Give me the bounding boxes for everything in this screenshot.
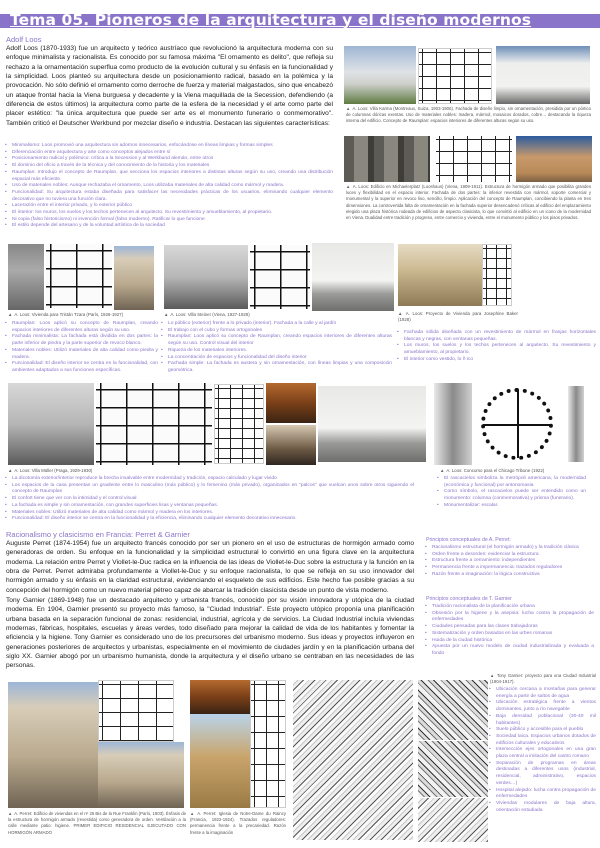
tzara-facade-photo: [8, 244, 44, 310]
list-item: • Posicionamiento radical y polémico: crítica a la Secession y al Werkbund alemán, entre otros: [4, 156, 333, 163]
list-item: • Fachada minimalista: La fachada está dividida en dos partes: la parte inferior de piedra y la parte superior de revoco blanco.: [4, 334, 158, 347]
list-item: • Permanencia frente a impermanencia: trazados reguladores: [424, 565, 594, 572]
list-item: • Riqueza de los materiales interiores.: [160, 348, 392, 355]
garnier-text: Tony Garnier (1869-1948) fue un destacado arquitecto y urbanista francés, conocido por su visión innovadora y utópica de la ciudad moderna. En 1904, Garnier presentó su proyecto más famoso, la "Ciudad Industrial". Este proyecto utópico proponía una planificación urbana basada en la separación funcional de zonas: residencial, industrial, agrícola y de servicios. La Ciudad Industrial incluía viviendas modernas, fábricas, hospitales, escuelas y áreas verdes, todo diseñado para mejorar la calidad de vida de los habitantes y fomentar la eficiencia y la higiene. Tony Garnier es considerado uno de los precursores del urbanismo moderno. Sus ideas y proyectos influyeron en generaciones posteriores de arquitectos y urbanistas, especialmente en el movimiento de ciudades jardín y en la planificación urbana del siglo XX. Garnier abogó por un urbanismo humanista, donde la arquitectura y el diseño urbano se centraban en las necesidades de las personas.: [6, 597, 414, 670]
list-item: • Lo público (exterior) frente a lo privado (interior). Fachada a la calle y al jardín: [160, 321, 392, 328]
villa-karma-floor-plans: [418, 48, 492, 104]
list-item: • Suelo público y accesible para el pueblo: [488, 727, 596, 734]
list-item: • Fachada sólida diseñada con un revestimiento de mármol en franjas horizontales blancas y negras, con ventanas pequeñas.: [396, 330, 596, 343]
muller-floor-plans: [214, 384, 264, 464]
list-item: • Racionalismo estructural (el hormigón armado) y la tradición clásica: [424, 545, 594, 552]
steiner-garden-photo: [164, 245, 248, 309]
list-item: • Diferenciación entre arquitectura y arte como conceptos alejados entre sí: [4, 150, 333, 157]
list-item: • El rascacielos simboliza la metrópoli americana, la modernidad (económica y funcional) por antonomasia: [436, 476, 586, 489]
list-item: • Razón frente a imaginación: la lógica constructiva: [424, 572, 594, 579]
caption-raincy: ▲ A. Perret: Iglesia de Notre-Dame du Raincy (Francia, 1922-1924). Trazados reguladores: permanencia frente a la precariedad. Razón frente a la imaginación: [190, 811, 286, 835]
list-item: • Uso de materiales nobles: Aunque rechazaba el ornamento, Loos utilizaba materiales de alta calidad como mármol y madera.: [4, 183, 333, 190]
list-item: • Materiales nobles: Utilizó materiales de alta calidad como mármol y madera en los interiores.: [4, 510, 414, 517]
perret-text: Auguste Perret (1874-1954) fue un arquitecto francés conocido por ser un pionero en el uso de estructuras de hormigón armado como generadoras de orden. Su enfoque en la funcionalidad y la simplicidad estructural lo convirtió en una figura clave en la arquitectura moderna. La relación entre Perret y Viollet-le-Duc radica en la influencia de las ideas de Viollet-le-Duc sobre la estructura y la función en la obra de Perret. Perret admiraba profundamente a Viollet-le-Duc y su enfoque racionalista, lo que se refleja en su uso innovador del hormigón armado y su énfasis en la claridad estructural, evidenciando el esqueleto de sus edificios. Este hecho fue posible gracias a su concepción del hormigón como un nuevo material pétreo capaz de abarcar la tradición clasicista desde un punto de vista moderno.: [6, 540, 414, 594]
muller-exterior-photo: [8, 383, 94, 465]
list-item: • Los espacios de la casa presentan un gradiente entre lo masculino (más público) y lo femenino (más privado), organizados en "palcos" que vuelcan unos sobre otros siguiendo el concepto de Raumplan: [4, 483, 414, 496]
steiner-section-drawing: [250, 245, 310, 309]
list-item: • Monumentalizar: escalar.: [436, 503, 586, 510]
industrial-city-aerial-2: [418, 741, 488, 797]
list-item: • La dicotomía exterior/interior reproduce la brecha insalvable entre modernidad y tradición, espacio calculado y lugar vivido: [4, 476, 414, 483]
villa-karma-photo: [344, 46, 416, 104]
caption-looshaus: ▲ A. Loos: Edificio en Michaelerplatz (Looshaus) (Viena, 1909-1911). Estructura de hormigón armado que posibilita grandes luces y flexibilidad en el espacio interior. Fachada de dos partes: la inferior revestida con mármol, soporte comercial y monumental y la superior en revoco liso, sencillo, limpio. Aplicación del concepto de Raumplan, concibiendo la planta en tres dimensiones. La controvertida falta de ornamentación en la fachada superior desencadenó críticas al edificio del emplazamiento elegido una plaza histórica rodeada de edificios de aspecto clasicista, lo que convirtió al edificio en un icono de la modernidad en Viena. Dualidad entre tradición y progreso, entre comercio y vivienda, entre el monumento público y los pisos privados.: [346, 184, 591, 221]
list-item: • Ubicación estratégica frente a vientos dominantes, junto a río navegable: [488, 700, 596, 713]
tribune-list: [436, 476, 586, 510]
steiner-street-photo: [312, 243, 394, 311]
caption-muller: ▲ A. Loos: Villa Müller (Praga, 1929-1930): [8, 468, 93, 473]
perret-principles-list: [424, 545, 594, 579]
loos-characteristics-list: [4, 143, 333, 230]
list-item: • Ubicación cercana a montañas para generar energía a partir de saltos de agua: [488, 687, 596, 700]
caption-baker: ▲ A. Loos: Proyecto de Vivienda para Josephine Baker (1928): [398, 311, 518, 323]
raincy-elevation-drawing: [250, 680, 286, 808]
caption-franklin: ▲ A. Perret: Edificio de viviendas en el nº 25 Bis de la Rue Franklin (París, 1903). Énfasis de la estructura de hormigón armado (revestida) como generadora de orden. Ventilación a la calle mediante patio: higiene. PRIMER EDIFICIO RESIDENCIAL EJECUTADO CON HORMIGÓN ARMADO: [8, 811, 186, 835]
steiner-list: [160, 321, 392, 375]
list-item: • Minimalismo: Loos promovió una arquitectura sin adornos innecesarios, enfocándose en líneas limpias y formas simples: [4, 143, 333, 150]
looshaus-facade-photo: [344, 136, 430, 182]
franklin-building-photo: [8, 682, 98, 808]
looshaus-plan: [436, 136, 512, 182]
list-item: • Separación de programas en áreas destinadas a diferentes usos (industrial, residencial, administrativo, espacios verdes…): [488, 761, 596, 788]
caption-marker-icon: ▲: [164, 312, 169, 317]
section-heading-loos: Adolf Loos: [6, 35, 42, 44]
list-item: • La fachada es simple y sin ornamentación, con grandes superficies lisas y ventanas pequeñas.: [4, 503, 414, 510]
garnier-city-list: [488, 687, 596, 814]
caption-garnier: ▲ Tony Garnier: proyecto para una Ciudad Industrial (1904-1917).: [490, 673, 596, 685]
garnier-principles-list: [424, 604, 594, 658]
list-item: • Ni copia (falso historicismo) ni invención formal (falso moderno). Ratificar lo que funcione: [4, 217, 333, 224]
tribune-round-plan: [474, 383, 560, 465]
list-item: • Materiales nobles: Utilizó materiales de alta calidad como piedra y madera.: [4, 348, 158, 361]
caption-steiner: ▲ A. Loos: Villa Steiner (Viena, 1927-1928): [164, 312, 250, 317]
list-item: • Apuesta por un nuevo modelo de ciudad industrializada y evaluada a fondo: [424, 644, 594, 657]
caption-marker-icon: ▲: [8, 811, 13, 816]
perret-principles-heading: Principios conceptuales de A. Perret:: [426, 537, 511, 543]
list-item: • Funcionalidad: Su arquitectura estaba diseñada para satisfacer las necesidades prácticas de los usuarios, eliminando cualquier elemento decorativo que no tuviera una función clara.: [4, 190, 333, 203]
list-item: • Tradición racionalista de la planificación urbana: [424, 604, 594, 611]
list-item: • El interior: los muros, los suelos y los techos pertenecen al arquitecto. Su revestimiento y amueblamiento, al propietario.: [4, 210, 333, 217]
list-item: • Ciudades pensadas para las clases trabajadoras: [424, 624, 594, 631]
caption-marker-icon: ▲: [490, 673, 495, 678]
franklin-facade-detail-photo: [98, 742, 184, 808]
page-title: Tema 05. Pioneros de la arquitectura y el diseño modernos: [10, 11, 532, 29]
list-item: • El dominio del oficio a través de la técnica y del conocimiento de la historia y los materiales: [4, 163, 333, 170]
list-item: • Sociedad laica. Espacios urbanos dotados de edificios culturales y educativos: [488, 734, 596, 747]
caption-tribune: ▲ A. Loos: Concurso para el Chicago Tribune (1922): [440, 468, 545, 473]
caption-marker-icon: ▲: [346, 184, 351, 189]
list-item: • El confort tiene que ver con la intimidad y el control visual: [4, 496, 414, 503]
list-item: • El interior como vestido, lo ñ ico: [396, 357, 596, 364]
list-item: • Baja densidad poblacional (30-40 mil habitantes): [488, 714, 596, 727]
list-item: • Raumplan: Loos aplicó su concepto de Raumplan, creando espacios interiores de diferentes alturas según su uso.: [4, 321, 158, 334]
caption-marker-icon: ▲: [190, 811, 196, 816]
caption-villa-karma: ▲ A. Loos: Villa Karma (Montreaux, Suiza, 1903-1906). Fachada de diseño limpio, sin ornamentación, presidida por un pórtico de columnas dóricas exentas. Uso de materiales nobles: madera, mármol, mosaicos dorados, cobre… destacando la riqueza interna del edificio. Concepto de Raumplan: espacios interiores de diferentes alturas según su uso.: [346, 106, 591, 124]
list-item: • El trabajo con el cubo y formas ortogonales: [160, 328, 392, 335]
caption-marker-icon: ▲: [398, 311, 404, 316]
tribune-column-drawing: [434, 383, 472, 465]
list-item: • Viviendas modulares de baja altura, orientación estudiada: [488, 801, 596, 814]
list-item: • Raumplan: Loos aplicó su concepto de Raumplan, creando espacios interiores de diferentes alturas según su uso. Control visual del interior: [160, 334, 392, 347]
franklin-floor-plan: [98, 680, 174, 742]
muller-list: [4, 476, 414, 523]
list-item: • Lacerazión entre el interior privado, y lo exterior público: [4, 203, 333, 210]
list-item: • Hospital alejado: lucha contra propagación de enfermedades: [488, 788, 596, 801]
muller-interior-photo-2: [266, 425, 316, 465]
caption-marker-icon: ▲: [8, 468, 13, 473]
raincy-interior-photo: [190, 680, 250, 714]
muller-section-drawing: [96, 383, 212, 465]
list-item: • El estilo depende del artesano y de la voluntad artística de la sociedad: [4, 223, 333, 230]
section-heading-perret-garnier: Racionalismo y clasicismo en Francia: Perret & Garnier: [6, 530, 190, 539]
list-item: • Fachada simple: La fachada es austera y sin ornamentación, con líneas limpias y una composición geométrica.: [160, 361, 392, 374]
list-item: • La concentración de espacios y funcionalidad del diseño interior: [160, 355, 392, 362]
list-item: • Funcionalidad: El diseño interior se centra en la funcionalidad, con ambientes adaptados a sus funciones específicas.: [4, 361, 158, 374]
garnier-principles-heading: Principios conceptuales de T. Garnier: [426, 596, 512, 602]
muller-interior-photo-1: [266, 383, 316, 423]
baker-floor-plans: [482, 244, 512, 306]
tzara-street-photo: [114, 246, 154, 310]
list-item: • Sistematización y orden basados en las urbes romanas: [424, 631, 594, 638]
muller-historic-photo: [318, 386, 426, 462]
list-item: • Estructura frente a cerramiento: independientes: [424, 558, 594, 565]
caption-marker-icon: ▲: [8, 312, 13, 317]
tzara-section-drawing: [46, 244, 112, 308]
industrial-city-plan: [418, 798, 488, 842]
raincy-church-photo: [190, 714, 250, 808]
caption-marker-icon: ▲: [346, 106, 351, 111]
list-item: • Raumplan: Introdujo el concepto de Raumplan, que secciona los espacios interiores a distintas alturas según su uso, creando una distribución espacial más eficiente.: [4, 170, 333, 183]
villa-karma-facade-photo: [496, 46, 590, 104]
baker-model-photo: [398, 244, 482, 306]
industrial-city-aerial-1: [418, 680, 488, 740]
list-item: • Obsesión por la higiene y la asepsia: lucha contra la propagación de enfermedades: [424, 611, 594, 624]
list-item: • Intersección ejes ortogonales en una gran plaza central a imitación del castro romano: [488, 747, 596, 760]
list-item: • Orden frente a desorden: evidenciar la estructura: [424, 552, 594, 559]
looshaus-street-photo: [516, 136, 592, 182]
industrial-city-drawing: [293, 680, 413, 840]
list-item: • Como símbolo, el rascacielos puede ser entendido como un monumento: columna (conmemorativa) y prisma (funerario).: [436, 489, 586, 502]
baker-list: [396, 330, 596, 364]
list-item: • Funcionalidad: El diseño interior se centra en la funcionalidad y la eficiencia, eliminando cualquier elemento decorativo innecesario.: [4, 516, 414, 523]
tzara-list: [4, 321, 158, 375]
caption-marker-icon: ▲: [440, 468, 445, 473]
caption-tzara: ▲ A. Loos: Vivienda para Tristán Tzara (París, 1926-1927): [8, 312, 124, 317]
list-item: • Los muros, los suelos y los techos pertenecen al arquitecto. Su revestimiento y amueblamiento, al propietario.: [396, 343, 596, 356]
loos-intro-text: Adolf Loos (1870-1933) fue un arquitecto y teórico austríaco que revolucionó la arquitectura moderna con su enfoque minimalista y racionalista. Es conocido por su famosa máxima "El ornamento es delito", que refleja su rechazo a la ornamentación superflua como producto de la evolución cultural y su énfasis en la funcionalidad y la simplicidad. Loos planteó su arquitectura desde un posicionamiento radical, basado en la polémica y la provocación. No sólo definió el ornamento como derroche de fuerza y material malgastados, sino que encabezó un ataque frontal hacia la Viena burguesa y decadente y la Viena maquillada de la Secession, defendiendo (a diferencia de estos últimos) la arquitectura como parte de la esfera de la necesidad y el arte como parte del placer estético: "la única arquitectura que puede ser arte es el monumento funerario o conmemorativo". También criticó el Deutscher Werkbund por mezclar diseño e industria. Destacan las siguientes características:: [6, 45, 333, 127]
list-item: • Huida de la ciudad histórica: [424, 638, 594, 645]
tribune-elevation-drawing: [568, 386, 584, 462]
plan-axis-v: [517, 390, 519, 459]
